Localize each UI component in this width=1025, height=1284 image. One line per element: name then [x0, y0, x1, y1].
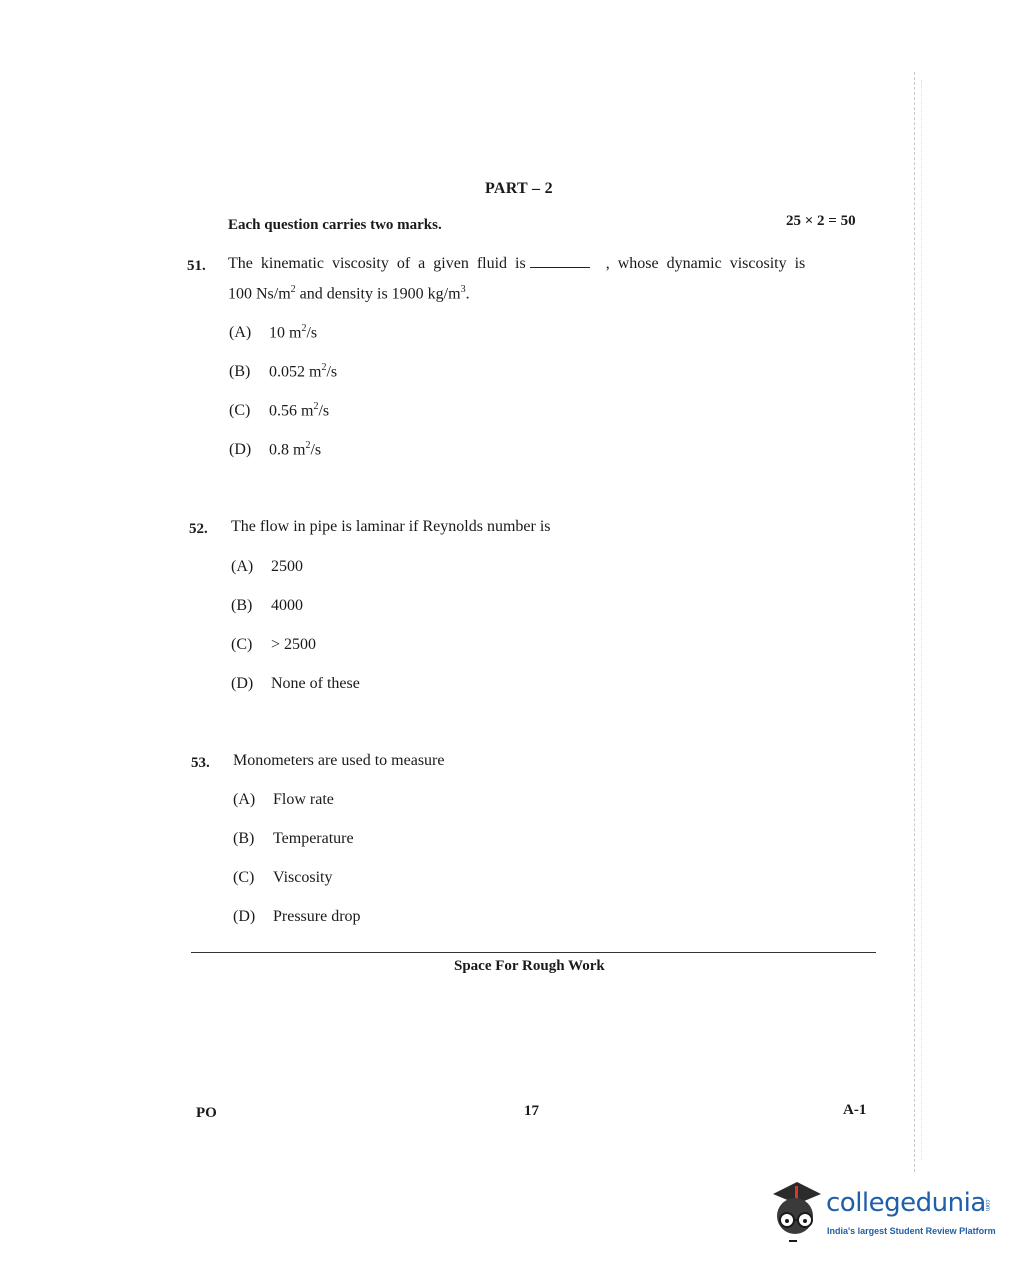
option-item: (C) > 2500 [231, 636, 317, 653]
marks-note: Each question carries two marks. [228, 217, 442, 233]
question-number: 51. [187, 258, 206, 274]
question-number: 53. [191, 755, 210, 771]
option-item: (C) Viscosity [233, 869, 333, 886]
option-item: (B) 4000 [231, 597, 303, 614]
footer-booklet-code: PO [196, 1105, 217, 1121]
rough-work-label: Space For Rough Work [454, 958, 605, 974]
answer-blank [530, 257, 590, 268]
option-item: (D) 0.8 $m^2/s$ [229, 440, 322, 459]
question-text: The kinematic viscosity of a given fluid is , whose dynamic viscosity is [228, 255, 806, 272]
part-title: PART – 2 [485, 180, 553, 197]
footer-series-code: A-1 [843, 1102, 867, 1118]
option-item: (B) Temperature [233, 830, 354, 847]
option-item: (A) 2500 [231, 558, 303, 575]
question-text: The flow in pipe is laminar if Reynolds number is [231, 518, 551, 535]
option-item: (A) 10 $m^2/s$ [229, 323, 318, 342]
option-item: (B) 0.052 $m^2/s$ [229, 362, 338, 381]
option-item: (D) Pressure drop [233, 908, 361, 925]
page-edge-line [914, 72, 915, 1172]
option-item: (D) None of these [231, 675, 360, 692]
marks-total: 25 × 2 = 50 [786, 213, 856, 229]
question-number: 52. [189, 521, 208, 537]
collegedunia-tagline: India's largest Student Review Platform [827, 1226, 996, 1236]
page-edge-line-secondary [921, 80, 922, 1160]
option-item: (C) 0.56 $m^2/s$ [229, 401, 330, 420]
page-number: 17 [524, 1103, 539, 1119]
question-text-line2: 100 $Ns/m^2$ and density is 1900 $kg/m^3$. [228, 284, 470, 303]
collegedunia-domain: .com [984, 1198, 990, 1212]
rough-work-divider [191, 952, 876, 953]
collegedunia-wordmark: collegedunia [826, 1188, 986, 1218]
option-item: (A) Flow rate [233, 791, 334, 808]
question-text: Monometers are used to measure [233, 752, 445, 769]
